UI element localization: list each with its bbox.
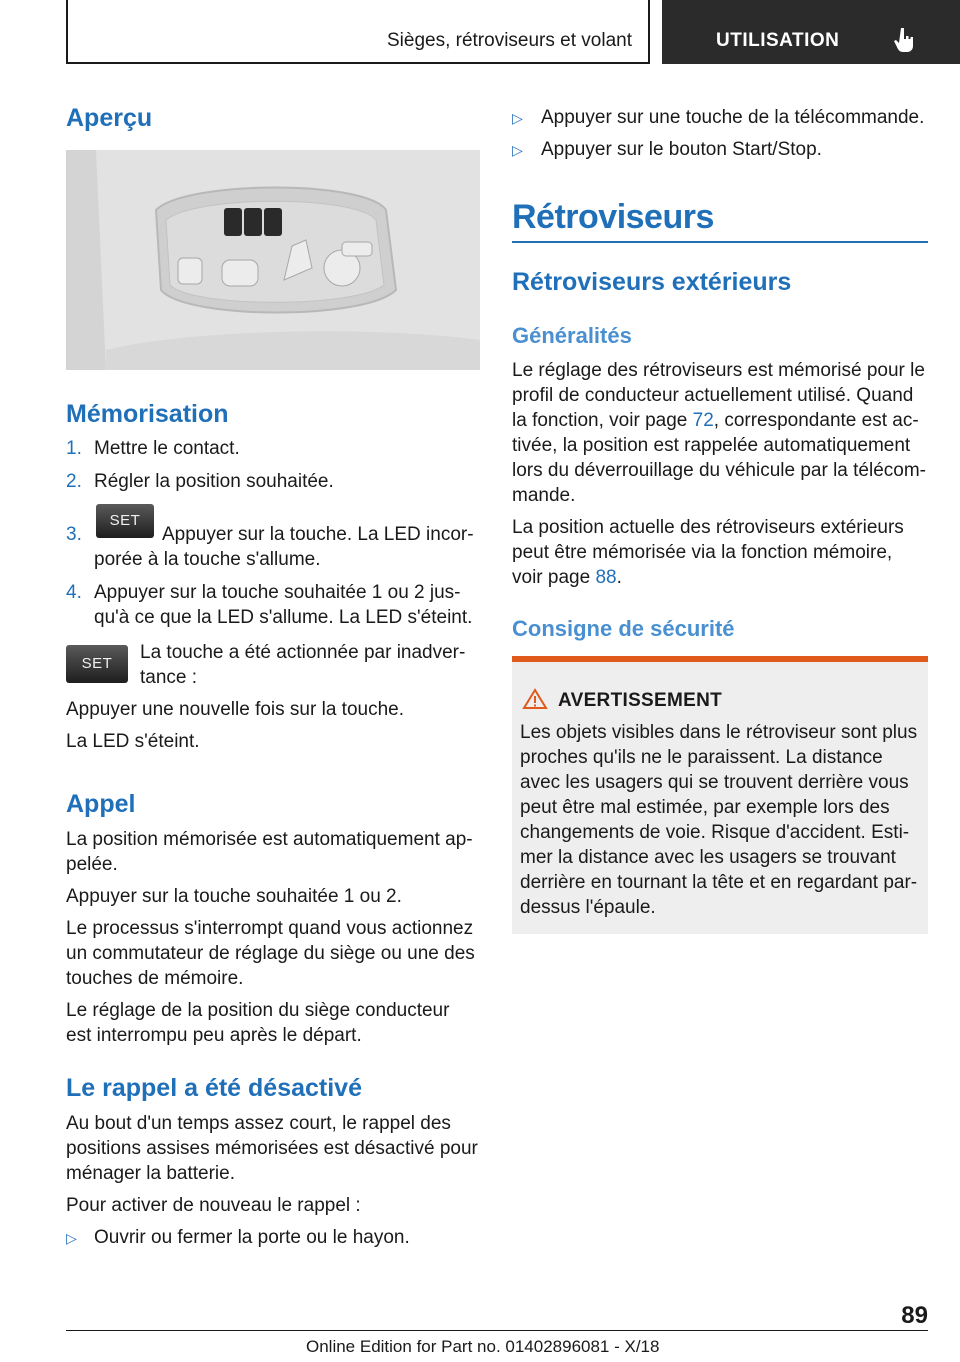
paragraph-line: Pour activer de nouveau le rappel : [66,1195,361,1216]
paragraph-line: touches de mémoire. [66,968,244,989]
header-section-title: Sièges, rétroviseurs et volant [386,30,632,51]
memorisation-heading: Mémorisation [66,400,229,428]
bullet-triangle-icon: ▷ [512,110,523,126]
header-section-box [66,0,650,64]
paragraph-line: tivée, la position est rappelée automatiquement [512,435,911,456]
header-chapter-title: UTILISATION [716,30,840,51]
paragraph-line: Appuyer sur la touche souhaitée 1 ou 2. [66,886,402,907]
note-line: La touche a été actionnée par inadver- [140,642,466,663]
note-line: Appuyer une nouvelle fois sur la touche. [66,699,404,720]
seat-memory-buttons-photo [66,150,480,370]
appel-heading: Appel [66,790,136,818]
paragraph-line: mande. [512,485,576,506]
paragraph-line: La position actuelle des rétroviseurs extérieurs [512,517,904,538]
generalites-heading: Généralités [512,323,632,348]
footer-edition: Online Edition for Part no. 01402896081 - X/18 [306,1337,660,1356]
paragraph-line: Le réglage des rétroviseurs est mémorisé pour le [512,360,925,381]
set-button-icon: SET [96,504,154,538]
paragraph-line: positions assises mémorisées est désactivé pour [66,1138,478,1159]
warning-title: AVERTISSEMENT [558,690,723,711]
retroviseurs-exterieurs-heading: Rétroviseurs extérieurs [512,268,792,296]
paragraph-line: Le processus s'interrompt quand vous actionnez [66,918,474,939]
paragraph-line: est interrompu peu après le départ. [66,1025,362,1046]
page-link[interactable]: 88 [595,567,617,588]
paragraph-line: voir page 88. [512,567,622,588]
header-chapter-tab [662,0,960,64]
pointing-hand-icon [894,26,916,54]
heading-rule [512,241,928,243]
note-line: La LED s'éteint. [66,731,200,752]
paragraph-line: pelée. [66,854,118,875]
warning-triangle-icon [522,688,548,710]
paragraph-line: La position mémorisée est automatiquement ap- [66,829,473,850]
bullet-triangle-icon: ▷ [66,1230,77,1246]
rappel-heading: Le rappel a été désactivé [66,1074,362,1102]
paragraph-line: un commutateur de réglage du siège ou une des [66,943,475,964]
paragraph-line: la fonction, voir page 72, correspondante est ac- [512,410,919,431]
paragraph-line: profil de conducteur actuellement utilisé. Quand [512,385,914,406]
set-button-icon: SET [66,645,128,683]
retroviseurs-heading: Rétroviseurs [512,198,714,236]
footer-rule [66,1330,928,1331]
paragraph-line: lors du déverrouillage du véhicule par la télécom- [512,460,927,481]
warning-text: Les objets visibles dans le rétroviseur sont plus proches qu'ils ne le paraissent. La distance avec les usagers qui se trouvent derrière vous peut être mal estimée, par exemple lors des changements de voie. Risque d'accident. Esti- mer la distance avec les usagers se trouvant derrière en tournant la tête et en regardant par- dessus l'épaule. [520,722,918,918]
page-number: 89 [901,1302,928,1329]
warning-box [512,656,928,934]
paragraph-line: ménager la batterie. [66,1163,235,1184]
bullet-triangle-icon: ▷ [512,142,523,158]
consigne-heading: Consigne de sécurité [512,616,735,641]
paragraph-line: peut être mémorisée via la fonction mémoire, [512,542,893,563]
page-link[interactable]: 72 [692,410,714,431]
paragraph-line: Au bout d'un temps assez court, le rappel des [66,1113,451,1134]
paragraph-line: Le réglage de la position du siège conducteur [66,1000,450,1021]
note-line: tance : [140,667,198,688]
apercu-heading: Aperçu [66,104,153,132]
seat-panel-illustration [66,150,480,370]
